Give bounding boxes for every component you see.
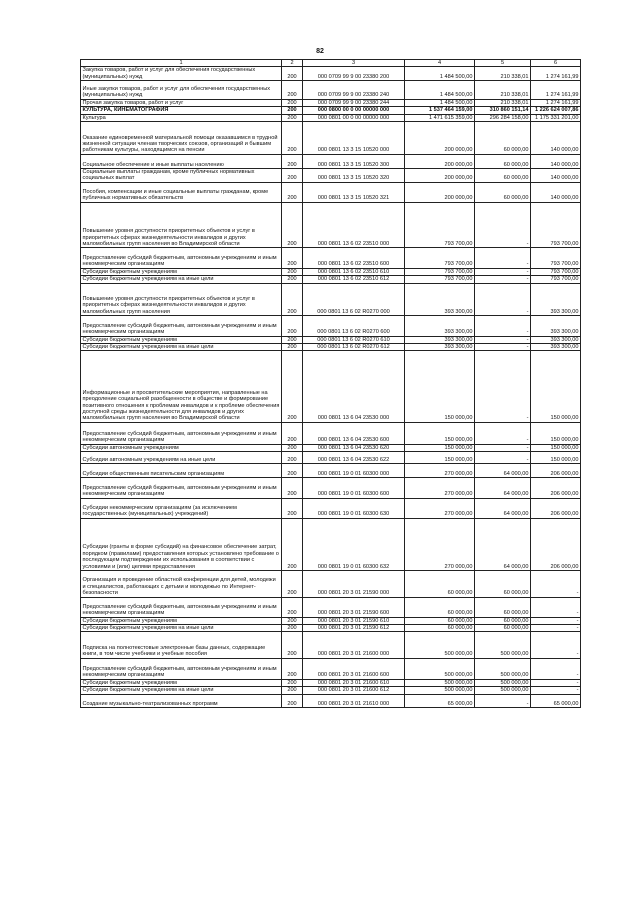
- row-executed-cell: -: [475, 283, 531, 316]
- row-remainder-cell: 150 000,00: [531, 451, 581, 463]
- row-executed-cell: -: [475, 343, 531, 350]
- row-plan-cell: 793 700,00: [405, 202, 475, 248]
- row-code-cell: 000 0801 13 6 02 23510 612: [303, 276, 405, 283]
- header-col-5: 5: [475, 60, 531, 67]
- row-code-cell: 000 0801 13 6 02 R0270 610: [303, 336, 405, 343]
- table-row: [81, 81, 581, 100]
- row-remainder-cell: 150 000,00: [531, 351, 581, 423]
- row-grbs-cell: 200: [282, 202, 303, 248]
- row-remainder-cell: 1 226 624 007,86: [531, 107, 581, 114]
- row-executed-cell: 500 000,00: [475, 679, 531, 686]
- row-name-cell: Субсидии бюджетным учреждениям: [81, 268, 282, 275]
- row-grbs-cell: 200: [282, 248, 303, 268]
- row-remainder-cell: -: [531, 571, 581, 598]
- row-executed-cell: 500 000,00: [475, 687, 531, 694]
- row-name-cell: Субсидии бюджетным учреждениям: [81, 336, 282, 343]
- row-remainder-cell: -: [531, 687, 581, 694]
- table-row: [81, 343, 581, 350]
- row-code-cell: 000 0801 13 6 04 23530 600: [303, 422, 405, 444]
- row-remainder-cell: 1 274 161,99: [531, 81, 581, 100]
- row-remainder-cell: 793 700,00: [531, 202, 581, 248]
- row-plan-cell: 270 000,00: [405, 498, 475, 518]
- row-name-cell: КУЛЬТУРА, КИНЕМАТОГРАФИЯ: [81, 107, 282, 114]
- table-row: [81, 114, 581, 121]
- row-grbs-cell: 200: [282, 336, 303, 343]
- row-executed-cell: 500 000,00: [475, 658, 531, 679]
- table-row: [81, 694, 581, 708]
- row-executed-cell: 310 860 151,14: [475, 107, 531, 114]
- row-plan-cell: 270 000,00: [405, 464, 475, 478]
- row-remainder-cell: 1 274 161,99: [531, 67, 581, 81]
- header-col-4: 4: [405, 60, 475, 67]
- row-grbs-cell: 200: [282, 67, 303, 81]
- row-code-cell: 000 0801 13 3 15 10520 300: [303, 154, 405, 168]
- header-row: [81, 60, 581, 67]
- row-code-cell: 000 0801 20 3 01 21600 612: [303, 687, 405, 694]
- table-row: [81, 571, 581, 598]
- row-remainder-cell: 393 300,00: [531, 316, 581, 336]
- row-remainder-cell: 140 000,00: [531, 121, 581, 154]
- row-executed-cell: 500 000,00: [475, 632, 531, 659]
- row-remainder-cell: 206 000,00: [531, 478, 581, 498]
- row-plan-cell: 270 000,00: [405, 518, 475, 570]
- row-code-cell: 000 0801 20 3 01 21600 610: [303, 679, 405, 686]
- row-code-cell: 000 0801 13 6 02 23510 610: [303, 268, 405, 275]
- row-plan-cell: 270 000,00: [405, 478, 475, 498]
- table-row: [81, 597, 581, 617]
- row-executed-cell: 64 000,00: [475, 464, 531, 478]
- row-code-cell: 000 0801 13 6 02 23510 600: [303, 248, 405, 268]
- header-col-6: 6: [531, 60, 581, 67]
- row-remainder-cell: -: [531, 632, 581, 659]
- table-row: [81, 67, 581, 81]
- row-plan-cell: 150 000,00: [405, 451, 475, 463]
- row-plan-cell: 793 700,00: [405, 268, 475, 275]
- row-executed-cell: 210 338,01: [475, 81, 531, 100]
- row-plan-cell: 793 700,00: [405, 276, 475, 283]
- row-plan-cell: 500 000,00: [405, 679, 475, 686]
- row-executed-cell: -: [475, 351, 531, 423]
- row-executed-cell: -: [475, 336, 531, 343]
- row-code-cell: 000 0801 13 6 02 R0270 612: [303, 343, 405, 350]
- row-code-cell: 000 0801 13 6 04 23530 622: [303, 451, 405, 463]
- table-row: [81, 248, 581, 268]
- table-row: [81, 632, 581, 659]
- table-row: [81, 154, 581, 168]
- row-code-cell: 000 0801 19 0 01 60300 630: [303, 498, 405, 518]
- row-name-cell: Культура: [81, 114, 282, 121]
- row-code-cell: 000 0801 13 6 02 R0270 600: [303, 316, 405, 336]
- row-name-cell: Предоставление субсидий бюджетным, автономным учреждениям и иным некоммерческим организациям: [81, 658, 282, 679]
- row-plan-cell: 1 537 464 159,00: [405, 107, 475, 114]
- header-col-1: 1: [81, 60, 282, 67]
- row-grbs-cell: 200: [282, 316, 303, 336]
- row-grbs-cell: 200: [282, 154, 303, 168]
- table-row: [81, 422, 581, 444]
- budget-table: [80, 59, 581, 708]
- row-name-cell: Субсидии (гранты в форме субсидий) на финансовое обеспечение затрат, порядком (правилами) предоставления которых установлено требование о последующем подтверждении их использования в соответствии с условиями и (или) целями предоставления: [81, 518, 282, 570]
- row-executed-cell: 60 000,00: [475, 617, 531, 624]
- row-remainder-cell: 140 000,00: [531, 154, 581, 168]
- row-grbs-cell: 200: [282, 268, 303, 275]
- row-grbs-cell: 200: [282, 114, 303, 121]
- row-remainder-cell: 140 000,00: [531, 168, 581, 182]
- row-plan-cell: 393 300,00: [405, 316, 475, 336]
- table-row: [81, 168, 581, 182]
- row-plan-cell: 200 000,00: [405, 168, 475, 182]
- row-code-cell: 000 0801 20 3 01 21590 612: [303, 624, 405, 631]
- row-grbs-cell: 200: [282, 121, 303, 154]
- table-row: [81, 268, 581, 275]
- row-remainder-cell: 1 274 161,99: [531, 99, 581, 106]
- row-code-cell: 000 0801 13 3 15 10520 320: [303, 168, 405, 182]
- row-grbs-cell: 200: [282, 658, 303, 679]
- table-row: [81, 283, 581, 316]
- row-executed-cell: 210 338,01: [475, 67, 531, 81]
- row-code-cell: 000 0709 99 9 00 23380 244: [303, 99, 405, 106]
- row-grbs-cell: 200: [282, 597, 303, 617]
- table-row: [81, 182, 581, 202]
- row-plan-cell: 500 000,00: [405, 632, 475, 659]
- row-name-cell: Предоставление субсидий бюджетным, автономным учреждениям и иным некоммерческим организациям: [81, 478, 282, 498]
- row-code-cell: 000 0801 20 3 01 21590 610: [303, 617, 405, 624]
- row-grbs-cell: 200: [282, 168, 303, 182]
- row-remainder-cell: 206 000,00: [531, 464, 581, 478]
- table-row: [81, 478, 581, 498]
- header-col-3: 3: [303, 60, 405, 67]
- row-executed-cell: 64 000,00: [475, 498, 531, 518]
- row-plan-cell: 200 000,00: [405, 121, 475, 154]
- row-plan-cell: 500 000,00: [405, 658, 475, 679]
- row-remainder-cell: 393 300,00: [531, 336, 581, 343]
- row-executed-cell: 60 000,00: [475, 154, 531, 168]
- row-name-cell: Субсидии общественным писательским организациям: [81, 464, 282, 478]
- row-code-cell: 000 0801 20 3 01 21600 000: [303, 632, 405, 659]
- row-executed-cell: -: [475, 268, 531, 275]
- table-row: [81, 107, 581, 114]
- row-code-cell: 000 0801 20 3 01 21600 600: [303, 658, 405, 679]
- row-executed-cell: 60 000,00: [475, 182, 531, 202]
- row-code-cell: 000 0801 13 6 04 23530 000: [303, 351, 405, 423]
- row-executed-cell: -: [475, 422, 531, 444]
- header-col-2: 2: [282, 60, 303, 67]
- row-executed-cell: 60 000,00: [475, 168, 531, 182]
- row-name-cell: Субсидии бюджетным учреждениям на иные цели: [81, 276, 282, 283]
- row-remainder-cell: 206 000,00: [531, 518, 581, 570]
- row-plan-cell: 393 300,00: [405, 336, 475, 343]
- row-name-cell: Субсидии автономным учреждениям на иные цели: [81, 451, 282, 463]
- row-name-cell: Предоставление субсидий бюджетным, автономным учреждениям и иным некоммерческим организациям: [81, 597, 282, 617]
- row-remainder-cell: 140 000,00: [531, 182, 581, 202]
- table-row: [81, 276, 581, 283]
- row-executed-cell: -: [475, 316, 531, 336]
- row-plan-cell: 1 484 500,00: [405, 67, 475, 81]
- row-code-cell: 000 0801 19 0 01 60300 632: [303, 518, 405, 570]
- row-executed-cell: 60 000,00: [475, 624, 531, 631]
- row-name-cell: Субсидии бюджетным учреждениям: [81, 679, 282, 686]
- row-remainder-cell: 150 000,00: [531, 444, 581, 451]
- row-executed-cell: 210 338,01: [475, 99, 531, 106]
- row-grbs-cell: 200: [282, 518, 303, 570]
- row-grbs-cell: 200: [282, 182, 303, 202]
- table-row: [81, 518, 581, 570]
- row-plan-cell: 150 000,00: [405, 351, 475, 423]
- row-plan-cell: 200 000,00: [405, 154, 475, 168]
- row-plan-cell: 150 000,00: [405, 444, 475, 451]
- table-body: [81, 67, 581, 708]
- row-grbs-cell: 200: [282, 632, 303, 659]
- row-code-cell: 000 0801 13 6 02 23510 000: [303, 202, 405, 248]
- row-grbs-cell: 200: [282, 283, 303, 316]
- row-executed-cell: 60 000,00: [475, 121, 531, 154]
- row-executed-cell: 64 000,00: [475, 518, 531, 570]
- row-name-cell: Организация и проведение областной конференции для детей, молодежи и специалистов, работающих с детьми и молодежью по Интернет-безопасности: [81, 571, 282, 598]
- row-name-cell: Субсидии бюджетным учреждениям: [81, 617, 282, 624]
- row-executed-cell: 296 284 158,00: [475, 114, 531, 121]
- row-executed-cell: -: [475, 451, 531, 463]
- row-plan-cell: 1 471 615 359,00: [405, 114, 475, 121]
- row-executed-cell: 60 000,00: [475, 597, 531, 617]
- row-plan-cell: 60 000,00: [405, 624, 475, 631]
- table-row: [81, 451, 581, 463]
- table-row: [81, 498, 581, 518]
- row-plan-cell: 393 300,00: [405, 343, 475, 350]
- row-grbs-cell: 200: [282, 617, 303, 624]
- row-code-cell: 000 0801 13 3 15 10520 321: [303, 182, 405, 202]
- table-row: [81, 464, 581, 478]
- row-name-cell: Оказание единовременной материальной помощи оказавшимся в трудной жизненной ситуации членам творческих союзов, организаций и бывшим работникам культуры, находящимся на пенсии: [81, 121, 282, 154]
- row-name-cell: Создание музыкально-театрализованных программ: [81, 694, 282, 708]
- row-plan-cell: 150 000,00: [405, 422, 475, 444]
- row-name-cell: Социальные выплаты гражданам, кроме публичных нормативных социальных выплат: [81, 168, 282, 182]
- row-remainder-cell: -: [531, 617, 581, 624]
- row-name-cell: Социальное обеспечение и иные выплаты населению: [81, 154, 282, 168]
- row-grbs-cell: 200: [282, 276, 303, 283]
- row-name-cell: Иные закупки товаров, работ и услуг для обеспечения государственных (муниципальных) нужд: [81, 81, 282, 100]
- row-executed-cell: -: [475, 248, 531, 268]
- row-name-cell: Предоставление субсидий бюджетным, автономным учреждениям и иным некоммерческим организациям: [81, 316, 282, 336]
- row-code-cell: 000 0709 99 9 00 23380 200: [303, 67, 405, 81]
- row-name-cell: Субсидии бюджетным учреждениям на иные цели: [81, 624, 282, 631]
- row-plan-cell: 65 000,00: [405, 694, 475, 708]
- row-name-cell: Субсидии бюджетным учреждениям на иные цели: [81, 343, 282, 350]
- table-row: [81, 316, 581, 336]
- row-name-cell: Субсидии автономным учреждениям: [81, 444, 282, 451]
- row-name-cell: Закупка товаров, работ и услуг для обеспечения государственных (муниципальных) нужд: [81, 67, 282, 81]
- table-row: [81, 336, 581, 343]
- row-remainder-cell: 793 700,00: [531, 248, 581, 268]
- row-grbs-cell: 200: [282, 81, 303, 100]
- row-grbs-cell: 200: [282, 679, 303, 686]
- row-grbs-cell: 200: [282, 478, 303, 498]
- row-executed-cell: -: [475, 202, 531, 248]
- row-remainder-cell: 393 300,00: [531, 343, 581, 350]
- row-code-cell: 000 0801 20 3 01 21610 000: [303, 694, 405, 708]
- row-grbs-cell: 200: [282, 451, 303, 463]
- row-code-cell: 000 0801 13 6 02 R0270 000: [303, 283, 405, 316]
- row-remainder-cell: 150 000,00: [531, 422, 581, 444]
- row-remainder-cell: 65 000,00: [531, 694, 581, 708]
- row-grbs-cell: 200: [282, 343, 303, 350]
- row-grbs-cell: 200: [282, 687, 303, 694]
- row-plan-cell: 60 000,00: [405, 597, 475, 617]
- row-executed-cell: -: [475, 444, 531, 451]
- row-plan-cell: 60 000,00: [405, 571, 475, 598]
- table-row: [81, 687, 581, 694]
- table-row: [81, 202, 581, 248]
- table-row: [81, 679, 581, 686]
- row-grbs-cell: 200: [282, 498, 303, 518]
- row-plan-cell: 1 484 500,00: [405, 81, 475, 100]
- row-name-cell: Предоставление субсидий бюджетным, автономным учреждениям и иным некоммерческим организациям: [81, 422, 282, 444]
- row-name-cell: Субсидии бюджетным учреждениям на иные цели: [81, 687, 282, 694]
- row-name-cell: Информационные и просветительские мероприятия, направленные на преодоление социальной разобщенности в обществе и формирование позитивного отношения к проблемам инвалидов и к проблеме обеспечения доступной среды жизнедеятельности для инвалидов и других маломобильных групп населения во Владимирской области: [81, 351, 282, 423]
- row-code-cell: 000 0801 13 6 04 23530 620: [303, 444, 405, 451]
- row-remainder-cell: 393 300,00: [531, 283, 581, 316]
- row-plan-cell: 793 700,00: [405, 248, 475, 268]
- row-grbs-cell: 200: [282, 464, 303, 478]
- page-number: 82: [316, 48, 324, 55]
- row-grbs-cell: 200: [282, 99, 303, 106]
- row-remainder-cell: -: [531, 597, 581, 617]
- row-code-cell: 000 0801 13 3 15 10520 000: [303, 121, 405, 154]
- row-code-cell: 000 0801 20 3 01 21590 600: [303, 597, 405, 617]
- table-row: [81, 658, 581, 679]
- row-name-cell: Подписка на полнотекстовые электронные базы данных, содержащие книги, в том числе учебники и учебные пособия: [81, 632, 282, 659]
- row-name-cell: Пособия, компенсации и иные социальные выплаты гражданам, кроме публичных нормативных обязательств: [81, 182, 282, 202]
- row-name-cell: Прочая закупка товаров, работ и услуг: [81, 99, 282, 106]
- table-row: [81, 99, 581, 106]
- row-plan-cell: 200 000,00: [405, 182, 475, 202]
- row-remainder-cell: 793 700,00: [531, 276, 581, 283]
- row-name-cell: Предоставление субсидий бюджетным, автономным учреждениям и иным некоммерческим организациям: [81, 248, 282, 268]
- row-plan-cell: 393 300,00: [405, 283, 475, 316]
- row-name-cell: Повышение уровня доступности приоритетных объектов и услуг в приоритетных сферах жизнедеятельности инвалидов и других маломобильных групп населения: [81, 283, 282, 316]
- row-remainder-cell: -: [531, 624, 581, 631]
- row-grbs-cell: 200: [282, 694, 303, 708]
- row-plan-cell: 60 000,00: [405, 617, 475, 624]
- row-code-cell: 000 0709 99 9 00 23380 240: [303, 81, 405, 100]
- row-code-cell: 000 0801 19 0 01 60300 600: [303, 478, 405, 498]
- table-row: [81, 121, 581, 154]
- row-grbs-cell: 200: [282, 624, 303, 631]
- row-remainder-cell: -: [531, 679, 581, 686]
- row-executed-cell: -: [475, 276, 531, 283]
- row-executed-cell: 60 000,00: [475, 571, 531, 598]
- row-name-cell: Субсидии некоммерческим организациям (за исключением государственных (муниципальных) учреждений): [81, 498, 282, 518]
- row-grbs-cell: 200: [282, 107, 303, 114]
- table-row: [81, 624, 581, 631]
- row-plan-cell: 1 484 500,00: [405, 99, 475, 106]
- row-executed-cell: -: [475, 694, 531, 708]
- row-remainder-cell: 206 000,00: [531, 498, 581, 518]
- row-grbs-cell: 200: [282, 444, 303, 451]
- row-remainder-cell: 1 175 331 201,00: [531, 114, 581, 121]
- table-row: [81, 617, 581, 624]
- row-code-cell: 000 0801 20 3 01 21590 000: [303, 571, 405, 598]
- row-executed-cell: 64 000,00: [475, 478, 531, 498]
- row-code-cell: 000 0800 00 0 00 00000 000: [303, 107, 405, 114]
- row-plan-cell: 500 000,00: [405, 687, 475, 694]
- row-name-cell: Повышение уровня доступности приоритетных объектов и услуг в приоритетных сферах жизнедеятельности инвалидов и других маломобильных групп населения во Владимирской области: [81, 202, 282, 248]
- row-grbs-cell: 200: [282, 422, 303, 444]
- row-remainder-cell: -: [531, 658, 581, 679]
- row-remainder-cell: 793 700,00: [531, 268, 581, 275]
- row-grbs-cell: 200: [282, 351, 303, 423]
- row-grbs-cell: 200: [282, 571, 303, 598]
- table-row: [81, 351, 581, 423]
- table-row: [81, 444, 581, 451]
- row-code-cell: 000 0801 00 0 00 00000 000: [303, 114, 405, 121]
- row-code-cell: 000 0801 19 0 01 60300 000: [303, 464, 405, 478]
